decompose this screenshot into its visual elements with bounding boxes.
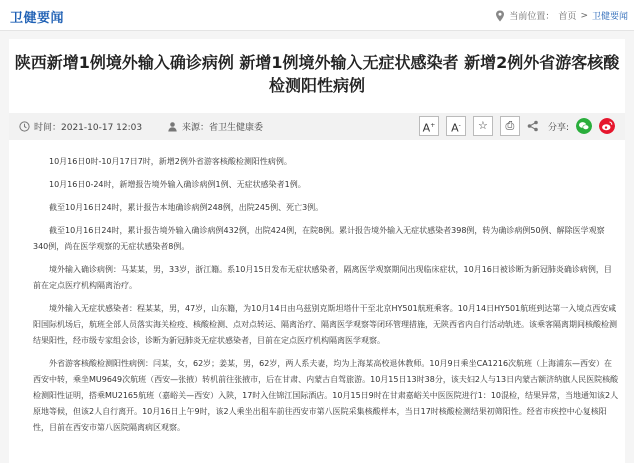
bookmark-button[interactable] xyxy=(473,116,493,136)
paragraph: 境外输入确诊病例：马某某，男，33岁，浙江籍。系10月15日发布无症状感染者，隔离医学观察期间出现临床症状，10月16日被诊断为新冠肺炎确诊病例，目前在定点医疗机构隔离治疗。 xyxy=(33,265,612,290)
clock-icon xyxy=(19,121,30,132)
publish-time xyxy=(19,120,142,133)
paragraph: 10月16日0-24时，新增报告境外输入确诊病例1例、无症状感染者1例。 xyxy=(49,180,306,189)
font-decrease-button[interactable] xyxy=(446,116,466,136)
article-tools xyxy=(419,116,615,136)
publish-time-text: 时间：2021-10-17 12:03 xyxy=(34,123,143,133)
font-decrease-label: A xyxy=(451,121,459,135)
breadcrumb-separator: > xyxy=(580,10,588,21)
font-increase-label: A xyxy=(422,121,431,135)
share-label: 分享: xyxy=(547,122,569,133)
paragraph: 境外输入无症状感染者：程某某，男，47岁，山东籍，为10月14日由乌兹别克斯坦塔什干至北京HY501航班乘客。10月14日HY501航班到达第一入境点西安咸阳国际机场后，航班全部人员落实海关检疫、核酸检测、点对点转运、隔离治疗、隔离医学观察等闭环管理措施，无陕西省内自行活动轨迹。该乘客隔离期间核酸检测结果阳性，经市级专家组会诊，诊断为新冠肺炎无症状感染者，目前在定点医疗机构隔离医学观察。 xyxy=(33,304,617,345)
font-increase-sign: + xyxy=(430,122,436,129)
paragraph: 10月16日0时-10月17日7时，新增2例外省游客核酸检测阳性病例。 xyxy=(49,157,292,166)
font-increase-button[interactable] xyxy=(419,116,439,136)
breadcrumb-home[interactable]: 首页 xyxy=(558,12,577,22)
print-button[interactable] xyxy=(500,116,520,136)
wechat-icon[interactable] xyxy=(576,118,592,134)
share-icon xyxy=(527,120,539,132)
article-card xyxy=(9,39,625,463)
breadcrumb-location-label: 当前位置： xyxy=(509,12,555,22)
article-source-text: 来源：省卫生健康委 xyxy=(182,123,264,133)
article-meta-bar xyxy=(9,113,625,140)
top-bar xyxy=(0,0,634,31)
breadcrumb xyxy=(495,9,628,22)
article-title: 陕西新增1例境外输入确诊病例 新增1例境外输入无症状感染者 新增2例外省游客核酸检测阳性病例 xyxy=(14,53,620,95)
section-title[interactable]: 卫健要闻 xyxy=(10,11,65,26)
paragraph: 截至10月16日24时，累计报告境外输入确诊病例432例，出院424例，在院8例。累计报告境外输入无症状感染者398例，转为确诊病例50例、解除医学观察340例，尚在医学观察的无症状感染者8例。 xyxy=(33,226,605,251)
paragraph: 外省游客核酸检测阳性病例：闫某，女，62岁；姜某，男，62岁，两人系夫妻，均为上海某高校退休教师。10月9日乘坐CA1216次航班（上海浦东—西安）在西安中转，乘坐MU9649次航班（西安—张掖）转机前往张掖市，后在甘肃、内蒙古自驾旅游。10月15日13时38分，该夫妇2人与13日内蒙古额济纳旗人民医院核酸检测阳性证明，搭乘MU2165航班（嘉峪关—西安）入陕，17时入住锦江国际酒店。10月15日9时在甘肃嘉峪关中医医院进行1：10混检，结果异常，当地通知该2人原地等候，但该2人自行离开。10月16日上午9时，该2人乘坐出租车前往西安市第八医院采集核酸样本，当日17时核酸检测结果初筛阳性。经省市疾控中心复核阳性，目前在西安市第八医院隔离病区观察。 xyxy=(33,359,619,432)
star-icon: ☆ xyxy=(478,119,488,132)
printer-icon: ⎙ xyxy=(505,119,515,132)
user-icon xyxy=(167,121,178,132)
font-decrease-sign: - xyxy=(458,122,461,129)
location-pin-icon xyxy=(495,10,505,22)
article-body xyxy=(33,154,619,443)
breadcrumb-current[interactable]: 卫健要闻 xyxy=(591,12,628,22)
weibo-icon[interactable] xyxy=(599,118,615,134)
paragraph: 截至10月16日24时，累计报告本地确诊病例248例，出院245例、死亡3例。 xyxy=(49,203,324,212)
article-source xyxy=(167,120,263,133)
